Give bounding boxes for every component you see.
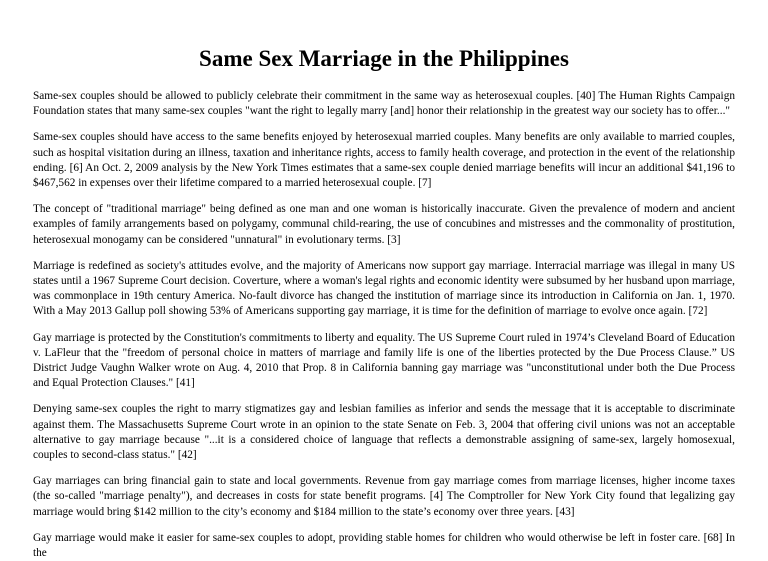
document-title: Same Sex Marriage in the Philippines [199,46,569,71]
paragraph-2: Same-sex couples should have access to the same benefits enjoyed by heterosexual married couples. Many benefits are only available to married couples, such as hospital visitation during an illness, taxation and inheritance rights, access to family health coverage, and protection in the event of the relationship ending. [6] An Oct. 2, 2009 analysis by the New York Times estimates that a same-sex couple denied marriage benefits will incur an additional $41,196 to $467,562 in expenses over their lifetime compared to a married heterosexual couple. [7] [33,131,735,190]
paragraph-1: Same-sex couples should be allowed to publicly celebrate their commitment in the same way as heterosexual couples. [40] The Human Rights Campaign Foundation states that many same-sex couples "want the right to legally marry [and] honor their relationship in the greatest way our society has to offer..." [33,90,735,118]
paragraph-8: Gay marriage would make it easier for same-sex couples to adopt, providing stable homes for children who would otherwise be left in foster care. [68] In the [33,531,735,560]
paragraph-3: The concept of "traditional marriage" being defined as one man and one woman is historically inaccurate. Given the prevalence of modern and ancient examples of family arrangements based on polygamy, communal child-rearing, the use of concubines and mistresses and the commonality of prostitution, heterosexual monogamy can be considered "unnatural" in evolutionary terms. [3] [33,203,735,246]
paragraph-6: Denying same-sex couples the right to marry stigmatizes gay and lesbian families as inferior and sends the message that it is acceptable to discriminate against them. The Massachusetts Supreme Court wrote in an opinion to the state Senate on Feb. 3, 2004 that offering civil unions was not an acceptable alternative to gay marriage because "...it is a considered choice of language that reflects a demonstrable assigning of same-sex, largely homosexual, couples to second-class status." [42] [33,403,735,462]
paragraph-5: Gay marriage is protected by the Constitution's commitments to liberty and equality. The US Supreme Court ruled in 1974’s Cleveland Board of Education v. LaFleur that the "freedom of personal choice in matters of marriage and family life is one of the liberties protected by the Due Process Clause.” US District Judge Vaughn Walker wrote on Aug. 4, 2010 that Prop. 8 in California banning gay marriage was "unconstitutional under both the Due Process and Equal Protection Clauses." [41] [33,331,735,390]
paragraph-4: Marriage is redefined as society's attitudes evolve, and the majority of Americans now support gay marriage. Interracial marriage was illegal in many US states until a 1967 Supreme Court decision. Coverture, where a woman's legal rights and economic identity were subsumed by her husband upon marriage, was commonplace in 19th century America. No-fault divorce has changed the institution of marriage since its introduction in California on Jan. 1, 1970. With a May 2013 Gallup poll showing 53% of Americans supporting gay marriage, it is time for the definition of marriage to evolve once again. [72] [33,259,735,318]
document-page [33,0,735,560]
paragraph-7: Gay marriages can bring financial gain to state and local governments. Revenue from gay marriage comes from marriage licenses, higher income taxes (the so-called "marriage penalty"), and decreases in costs for state benefit programs. [4] The Comptroller for New York City found that legalizing gay marriage would bring $142 million to the city’s economy and $184 million to the state’s economy over three years. [43] [33,475,735,518]
